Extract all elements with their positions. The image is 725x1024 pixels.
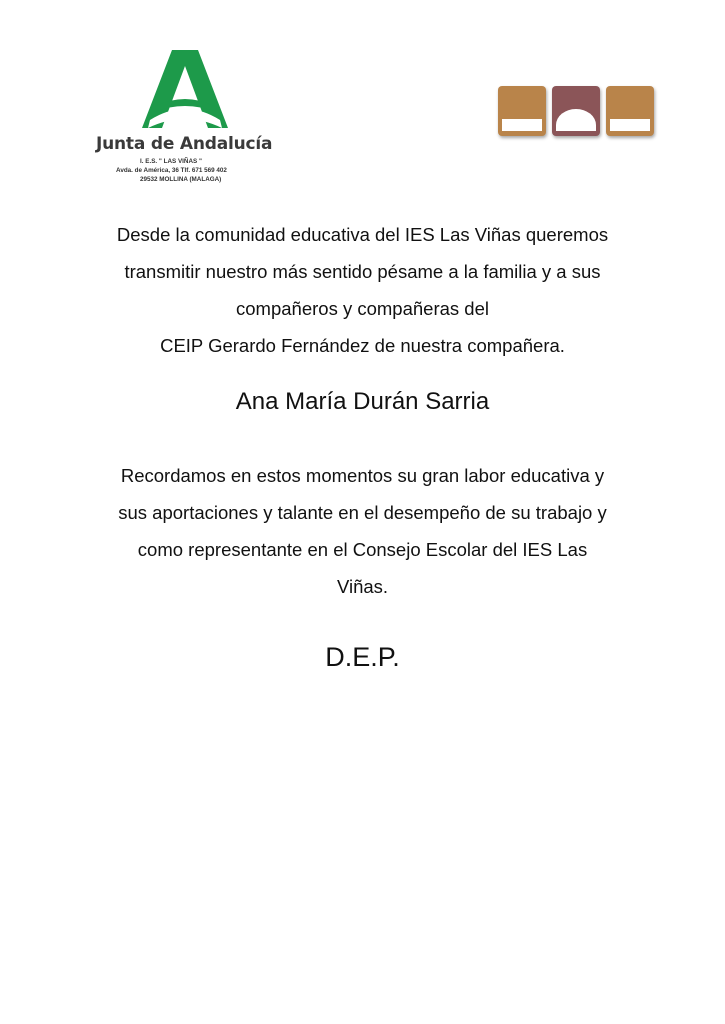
paragraph-line: Recordamos en estos momentos su gran labor educativa y bbox=[120, 465, 605, 486]
paragraph-line: CEIP Gerardo Fernández de nuestra compañera. bbox=[160, 335, 565, 356]
paragraph-line: sus aportaciones y talante en el desempeño de su trabajo y bbox=[118, 502, 607, 523]
school-name-line: I. E.S. " LAS VIÑAS " bbox=[140, 158, 202, 165]
paragraph-line: como representante en el Consejo Escolar del IES Las bbox=[137, 539, 588, 560]
deceased-name: Ana María Durán Sarria bbox=[235, 388, 490, 415]
remembrance-paragraph bbox=[60, 457, 665, 605]
junta-andalucia-a-logo-icon bbox=[142, 50, 228, 132]
logo-tile-right bbox=[606, 86, 654, 136]
logo-tile-middle bbox=[552, 86, 600, 136]
school-address-line: Avda. de América, 36 Tlf. 671 569 402 bbox=[116, 167, 227, 174]
paragraph-line: transmitir nuestro más sentido pésame a la familia y a sus bbox=[124, 261, 601, 282]
logo-title: Junta de Andalucía bbox=[96, 134, 273, 154]
paragraph-line: compañeros y compañeras del bbox=[236, 298, 489, 319]
paragraph-line: Viñas. bbox=[336, 576, 389, 597]
logo-tile-left bbox=[498, 86, 546, 136]
closing-text: D.E.P. bbox=[325, 642, 400, 672]
condolence-paragraph bbox=[60, 216, 665, 364]
paragraph-line: Desde la comunidad educativa del IES Las Viñas queremos bbox=[116, 224, 609, 245]
ies-las-vinas-logo-icon bbox=[498, 86, 656, 138]
school-city-line: 29532 MOLLINA (MALAGA) bbox=[140, 176, 222, 183]
